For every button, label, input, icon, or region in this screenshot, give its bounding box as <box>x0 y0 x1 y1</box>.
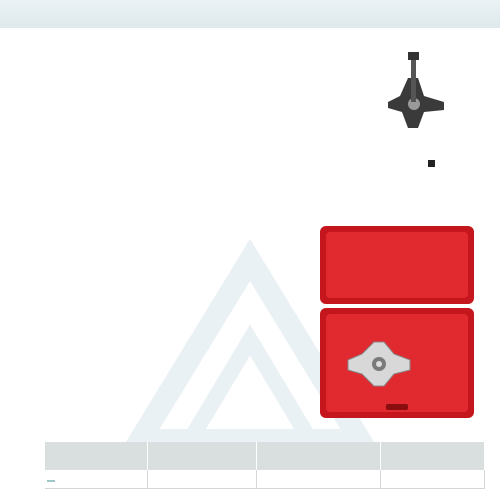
header-content <box>148 442 257 470</box>
cell-code <box>45 470 148 489</box>
cell-content <box>148 470 257 489</box>
spec-table <box>45 442 485 489</box>
code-badge <box>47 480 55 482</box>
carry-case-image <box>318 224 476 420</box>
cell-pack <box>380 470 484 489</box>
yoke-icon <box>388 52 444 128</box>
table-row <box>45 470 485 489</box>
case-handle <box>386 404 408 410</box>
header-pack <box>380 442 484 470</box>
puller-parts-image <box>258 48 474 218</box>
header-code <box>45 442 148 470</box>
spec-table-header <box>45 442 485 470</box>
cell-weight <box>257 470 381 489</box>
header-weight <box>257 442 381 470</box>
title-bar <box>0 0 500 28</box>
adaptor-icon <box>428 160 435 167</box>
